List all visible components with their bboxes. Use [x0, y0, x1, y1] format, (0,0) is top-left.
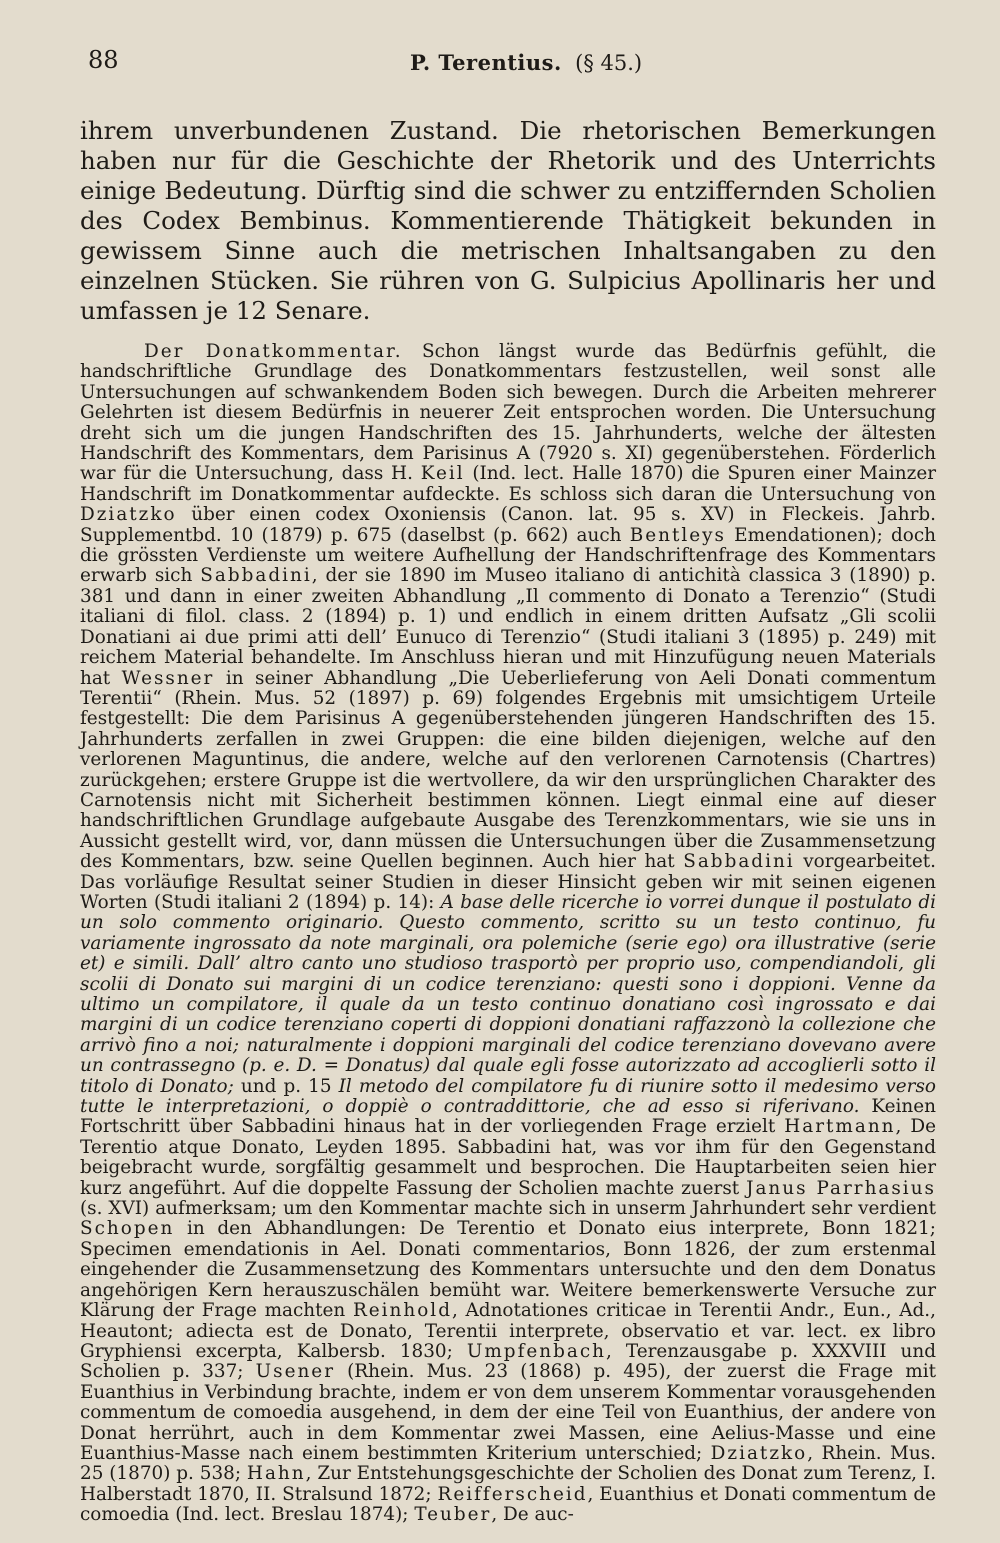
- page-header: [80, 40, 936, 90]
- text-segment: und p. 15: [233, 1075, 339, 1097]
- running-head-author: P. Terentius.: [410, 50, 562, 75]
- text-segment: , Rhein. Mus. 25 (1870) p. 538;: [80, 1442, 936, 1485]
- text-segment: , De auc-: [491, 1504, 574, 1526]
- text-segment: Schon längst wurde das Bedürfnis gefühlt, die handschriftliche Grundlage des Donatkommentars festzustellen, weil sonst alle Untersuchungen auf schwankendem Boden sich bewegen. Durch die Arbeiten mehrerer Gelehrten ist diesem Bedürfnis in neuerer Zeit entsprochen worden. Die Untersuchung dreht sich um die jungen Handschriften des 15. Jahrhunderts, welche der ältesten Handschrift des Kommentars, dem Parisinus A (7920 s. XI) gegenüberstehen. Förderlich war für die Untersuchung, dass H.: [80, 341, 936, 485]
- author-name: Usener: [255, 1361, 335, 1383]
- text-segment: über einen codex Oxoniensis (Canon. lat. 95 s. XV) in Fleckeis. Jahrb. Supplementbd. 10 (1879) p. 675 (daselbst (p. 662) auch: [80, 504, 936, 546]
- main-paragraph: ihrem unverbundenen Zustand. Die rhetorischen Bemerkungen haben nur für die Geschichte der Rhetorik und des Unterrichts einige Bedeutung. Dürftig sind die schwer zu entziffernden Scholien des Codex Bembinus. Kommentierende Thätigkeit bekunden in gewissem Sinne auch die metrischen Inhaltsangaben zu den einzelnen Stücken. Sie rühren von G. Sulpicius Apollinaris her und umfassen je 12 Senare.: [80, 116, 936, 325]
- text-segment: , Terenzausgabe p. XXXVIII und Scholien p. 337;: [80, 1340, 936, 1383]
- author-name: Sabbadini: [683, 851, 795, 873]
- author-name: Reifferscheid: [437, 1483, 588, 1505]
- author-name: Dziatzko: [80, 504, 177, 526]
- text-segment: (Rhein. Mus. 23 (1868) p. 495), der zuerst die Frage mit Euanthius in Verbindung brachte, indem er von dem unserem Kommentar vorausgehenden commentum de comoedia ausgehend, in dem der eine Teil von Euanthius, der andere von Donat herrührt, auch in dem Kommentar zwei Massen, eine Aelius-Masse und eine Euanthius-Masse nach einem bestimmten Kriterium unterschied;: [80, 1361, 936, 1464]
- author-name: Reinhold: [352, 1300, 452, 1322]
- author-name: Bentleys: [629, 524, 726, 546]
- author-name: Janus Parrhasius: [746, 1177, 936, 1199]
- author-name: Schopen: [80, 1218, 175, 1240]
- italian-quotation: A base delle ricerche io vorrei dunque il postulato di un solo commento originario. Questo commento, scritto su un testo continuo, fu variamente ingrossato da note marginali, ora polemiche (serie ego) ora illustrative (serie et) e simili. Dall’ altro canto uno studioso trasportò per proprio uso, compendiandoli, gli scolii di Donato sui margini di un codice terenziano: questi sono i doppioni. Venne da ultimo un compilatore, il quale da un testo continuo donatiano così ingrossato e dai margini di un codice terenziano coperti di doppioni donatiani raffazzonò la collezione che arrivò fino a noi; naturalmente i doppioni marginali del codice terenziano dovevano avere un contrassegno (p. e. D. = Donatus) dal quale egli fosse autorizzato ad accoglierli sotto il titolo di Donato;: [80, 891, 937, 1097]
- text-segment: Emendationen); doch die grössten Verdienste um weitere Aufhellung der Handschriftenfrage des Kommentars erwarb sich: [80, 524, 937, 587]
- text-segment: Keinen Fortschritt über Sabbadini hinaus hat in der vorliegenden Frage erzielt: [80, 1096, 936, 1138]
- text-segment: , Adnotationes criticae in Terentii Andr., Eun., Ad., Heautont; adiecta est de Donato, Terentii interprete, observatio et var. lect. ex libro Gryphiensi excerpta, Kalbersb. 1830;: [80, 1300, 936, 1362]
- italian-quotation: Il metodo del compilatore fu di riunire sotto il medesimo verso tutte le interpretazioni, o doppiè o contraddittorie, che ad esso si riferivano.: [80, 1075, 936, 1118]
- text-segment: vorgearbeitet. Das vorläufige Resultat seiner Studien in dieser Hinsicht geben wir mit seinen eigenen Worten (Studi italiani 2 (1894) p. 14):: [80, 851, 936, 913]
- author-name: Keil: [420, 463, 465, 485]
- section-heading: Der Donatkommentar.: [144, 341, 403, 362]
- author-name: Dziatzko: [710, 1442, 808, 1464]
- text-segment: , De Terentio atque Donato, Leyden 1895. Sabbadini hat, was vor ihm für den Gegenstand beigebracht wurde, sorgfältig gesammelt und besprochen. Die Hauptarbeiten seien hier kurz angeführt. Auf die doppelte Fassung der Scholien machte zuerst: [80, 1116, 936, 1199]
- author-name: Hahn: [246, 1463, 306, 1485]
- text-segment: (Ind. lect. Halle 1870) die Spuren einer Mainzer Handschrift im Donatkommentar aufdeckte. Es schloss sich daran die Untersuchung von: [80, 463, 936, 505]
- author-name: Teuber: [414, 1504, 492, 1526]
- page-number: 88: [88, 46, 119, 74]
- text-segment: , Euanthius et Donati commentum de comoedia (Ind. lect. Breslau 1874);: [80, 1483, 936, 1526]
- text-segment: in den Abhandlungen: De Terentio et Donato eius interprete, Bonn 1821; Specimen emendationis in Ael. Donati commentarios, Bonn 1826, der zum erstenmal eingehender die Zusammensetzung des Kommentars untersuchte und den dem Donatus angehörigen Kern herauszuschälen bemüht war. Weitere bemerkenswerte Versuche zur Klärung der Frage machten: [80, 1218, 936, 1322]
- author-name: Hartmann: [784, 1116, 896, 1138]
- donatkommentar-paragraph: [80, 342, 936, 1526]
- running-head: [410, 50, 642, 75]
- text-segment: in seiner Abhandlung „Die Ueberlieferung von Aeli Donati commentum Terentii“ (Rhein. Mus. 52 (1897) p. 69) folgendes Ergebnis mit umsichtigem Urteile festgestellt: Die dem Parisinus A gegenüberstehenden jüngeren Handschriften des 15. Jahrhunderts zerfallen in zwei Gruppen: die eine bilden diejenigen, welche auf den verlorenen Maguntinus, die andere, welche auf den verlorenen Carnotensis (Chartres) zurückgehen; erstere Gruppe ist die wertvollere, da wir den ursprünglichen Charakter des Carnotensis nicht mit Sicherheit bestimmen können. Liegt einmal eine auf dieser handschriftlichen Grundlage aufgebaute Ausgabe des Terenzkommentars, wie sie uns in Aussicht gestellt wird, vor, dann müssen die Untersuchungen über die Zusammensetzung des Kommentars, bzw. seine Quellen beginnen. Auch hier hat: [80, 667, 937, 873]
- text-segment: (s. XVI) aufmerksam; um den Kommentar machte sich in unserm Jahrhundert sehr verdient: [80, 1198, 936, 1220]
- author-name: Umpfenbach: [466, 1340, 606, 1362]
- text-segment: , der sie 1890 im Museo italiano di antichità classica 3 (1890) p. 381 und dann in einer zweiten Abhandlung „Il commento di Donato a Terenzio“ (Studi italiani di filol. class. 2 (1894) p. 1) und endlich in einem dritten Aufsatz „Gli scolii Donatiani ai due primi atti dell’ Eunuco di Terenzio“ (Studi italiani 3 (1895) p. 249) mit reichem Material behandelte. Im Anschluss hieran und mit Hinzufügung neuen Materials hat: [80, 565, 936, 689]
- running-head-section: (§ 45.): [575, 51, 643, 75]
- text-segment: , Zur Entstehungsgeschichte der Scholien des Donat zum Terenz, I. Halberstadt 1870, II. Stralsund 1872;: [80, 1463, 937, 1505]
- author-name: Sabbadini: [200, 565, 312, 587]
- author-name: Wessner: [121, 667, 215, 689]
